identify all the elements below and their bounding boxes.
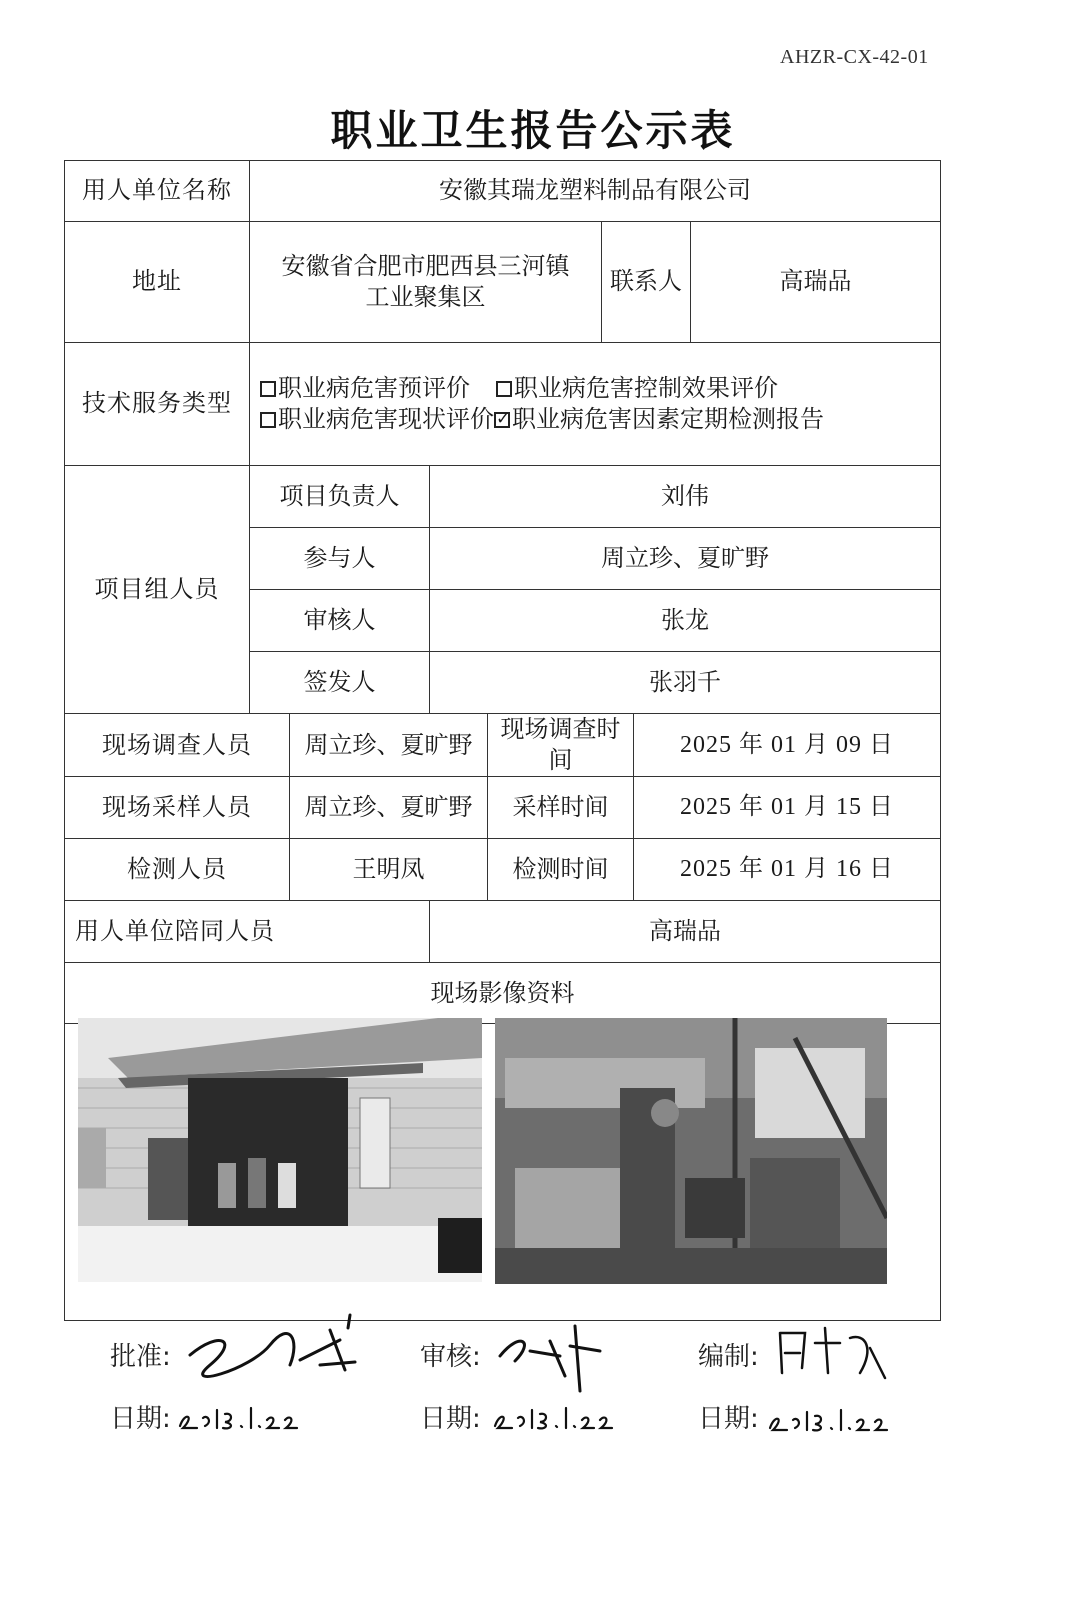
field-row — [65, 777, 941, 839]
review-handwritten-date — [490, 1396, 620, 1436]
team-role: 签发人 — [250, 652, 430, 714]
checkbox-unchecked-icon[interactable] — [260, 412, 276, 428]
photo-factory-entrance — [78, 1018, 482, 1282]
contact-label: 联系人 — [602, 222, 691, 343]
employer-name: 安徽其瑞龙塑料制品有限公司 — [250, 161, 941, 222]
field-time-label: 检测时间 — [488, 839, 634, 901]
field-time: 2025 年 01 月 15 日 — [634, 777, 941, 839]
field-label: 现场调查人员 — [65, 714, 290, 777]
field-time: 2025 年 01 月 16 日 — [634, 839, 941, 901]
service-type-options — [250, 343, 941, 466]
address-row — [65, 222, 941, 343]
employer-row — [65, 161, 941, 222]
signature-area — [0, 1310, 1066, 1450]
approve-handwritten-date — [175, 1396, 305, 1436]
team-role: 审核人 — [250, 590, 430, 652]
review-label: 审核: — [420, 1342, 481, 1372]
team-role: 参与人 — [250, 528, 430, 590]
team-name: 周立珍、夏旷野 — [430, 528, 941, 590]
service-option-status-evaluation[interactable]: 职业病危害现状评价 — [260, 405, 494, 433]
field-staff: 王明凤 — [290, 839, 488, 901]
field-staff: 周立珍、夏旷野 — [290, 714, 488, 777]
page-title: 职业卫生报告公示表 — [330, 106, 736, 155]
field-row — [65, 839, 941, 901]
approve-label: 批准: — [110, 1342, 171, 1372]
field-time: 2025 年 01 月 09 日 — [634, 714, 941, 777]
address-value — [250, 222, 602, 343]
review-signature — [490, 1316, 610, 1396]
compile-signature — [770, 1318, 890, 1388]
checkbox-unchecked-icon[interactable] — [496, 381, 512, 397]
contact-value: 高瑞品 — [691, 222, 941, 343]
address-line-1: 安徽省合肥市肥西县三河镇 — [281, 251, 570, 280]
team-row — [65, 466, 941, 528]
service-type-row — [65, 343, 941, 466]
team-name: 张羽千 — [430, 652, 941, 714]
team-name: 张龙 — [430, 590, 941, 652]
approve-signature — [180, 1310, 370, 1390]
review-date-label: 日期: — [420, 1404, 481, 1434]
document-code: AHZR-CX-42-01 — [780, 46, 929, 68]
service-option-periodic-detection[interactable]: ✓ 职业病危害因素定期检测报告 — [494, 405, 824, 433]
companion-row — [65, 901, 941, 963]
team-name: 刘伟 — [430, 466, 941, 528]
address-line-2: 工业聚集区 — [365, 283, 486, 311]
photo-workshop — [495, 1018, 887, 1284]
field-time-label: 采样时间 — [488, 777, 634, 839]
companion-value: 高瑞品 — [430, 901, 941, 963]
companion-label: 用人单位陪同人员 — [65, 901, 430, 963]
images-header-row — [65, 963, 941, 1024]
approve-date-label: 日期: — [110, 1404, 171, 1434]
service-option-control-effect[interactable]: 职业病危害控制效果评价 — [496, 374, 778, 402]
employer-label: 用人单位名称 — [65, 161, 250, 222]
field-staff: 周立珍、夏旷野 — [290, 777, 488, 839]
compile-date-label: 日期: — [698, 1404, 759, 1434]
field-label: 现场采样人员 — [65, 777, 290, 839]
team-label: 项目组人员 — [65, 466, 250, 714]
team-role: 项目负责人 — [250, 466, 430, 528]
checkbox-checked-icon[interactable] — [494, 412, 510, 428]
compile-handwritten-date — [765, 1398, 895, 1438]
service-option-pre-evaluation[interactable]: 职业病危害预评价 — [260, 374, 470, 402]
field-time-label: 现场调查时间 — [488, 714, 634, 777]
service-type-label: 技术服务类型 — [65, 343, 250, 466]
field-label: 检测人员 — [65, 839, 290, 901]
compile-label: 编制: — [698, 1342, 759, 1372]
checkbox-unchecked-icon[interactable] — [260, 381, 276, 397]
address-label: 地址 — [65, 222, 250, 343]
field-row — [65, 714, 941, 777]
images-label: 现场影像资料 — [65, 963, 941, 1024]
